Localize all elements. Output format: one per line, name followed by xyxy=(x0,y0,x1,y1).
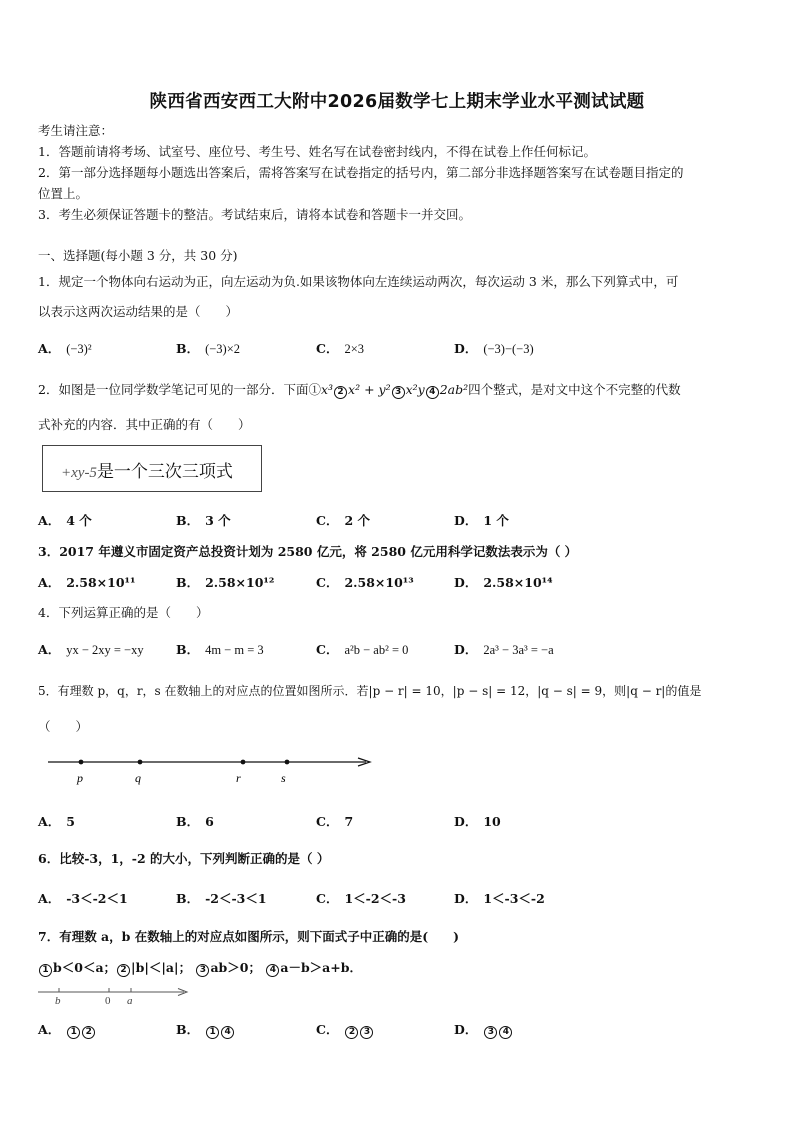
page-title: 陕西省西安西工大附中2026届数学七上期末学业水平测试试题 xyxy=(149,92,645,112)
section-heading: 一、选择题(每小题 3 分，共 30 分) xyxy=(38,248,238,263)
q1-option-a: A． (−3)² xyxy=(38,341,92,356)
q3-option-c: C． 2.58×10¹³ xyxy=(316,575,414,590)
q1-option-d: D． (−3)−(−3) xyxy=(454,341,534,356)
q7-option-a: A． 1 2 xyxy=(38,1020,96,1039)
q4-option-a: A． yx − 2xy = −xy xyxy=(38,642,144,657)
q2-note-text: 是一个三次三项式 xyxy=(96,462,233,482)
q4-option-b: B． 4m − m = 3 xyxy=(176,642,264,657)
q5-label-r: r xyxy=(236,771,241,785)
q3-option-b: B． 2.58×10¹² xyxy=(176,575,275,590)
q7-statements: 1 b＜0＜a； 2 |b|＜|a|； 3 ab＞0； 4 a－b＞a+b． xyxy=(38,958,362,977)
q2-option-b: B． 3 个 xyxy=(176,513,231,528)
q7-option-b: B． 1 4 xyxy=(176,1020,235,1039)
q5-option-b: B． 6 xyxy=(176,814,214,829)
q2-option-a: A． 4 个 xyxy=(38,513,92,528)
q2-expr-4: 2ab² xyxy=(439,382,469,397)
q2-expr-3: x²y xyxy=(405,382,425,397)
q1-option-c: C． 2×3 xyxy=(316,341,365,356)
q3-stem: 3．2017 年遵义市固定资产总投资计划为 2580 亿元，将 2580 亿元用科学记数法表示为（ ） xyxy=(38,544,578,559)
q7-option-c: C． 2 3 xyxy=(316,1020,374,1039)
q2-option-d: D． 1 个 xyxy=(454,513,509,528)
circled-4: 4 xyxy=(426,386,439,399)
q2-option-c: C． 2 个 xyxy=(316,513,371,528)
q4-option-d: D． 2a³ − 3a³ = −a xyxy=(454,642,554,657)
q2-stem-line1: 2．如图是一位同学数学笔记可见的一部分．下面①x³ 2 x² + y² 3 x²y 4 2ab²四个整式，是对文中这个不完整的代数 xyxy=(38,382,681,397)
q7-option-d: D． 3 4 xyxy=(454,1020,513,1039)
q5-option-a: A． 5 xyxy=(38,814,75,829)
q7-label-b: b xyxy=(55,995,61,1007)
q5-label-q: q xyxy=(135,771,141,785)
q2-note-expression: +xy-5 xyxy=(61,465,97,481)
notice-item-3: 3．考生必须保证答题卡的整洁。考试结束后，请将本试卷和答题卡一并交回。 xyxy=(38,207,471,222)
q6-option-a: A． -3＜-2＜1 xyxy=(38,891,128,906)
q5-label-s: s xyxy=(281,771,286,785)
q6-option-d: D． 1＜-3＜-2 xyxy=(454,891,545,906)
q2-expr-2: x² + y² xyxy=(348,382,391,397)
q1-stem-line2: 以表示这两次运动结果的是（ ） xyxy=(38,304,239,319)
q6-stem: 6．比较-3，1，-2 的大小，下列判断正确的是（ ） xyxy=(38,851,330,866)
q5-option-c: C． 7 xyxy=(316,814,354,829)
circled-3: 3 xyxy=(392,386,405,399)
q1-option-b: B． (−3)×2 xyxy=(176,341,241,356)
q7-stem: 7．有理数 a，b 在数轴上的对应点如图所示，则下面式子中正确的是( ) xyxy=(38,929,460,944)
q5-stem-line2: （ ） xyxy=(38,719,89,734)
notice-item-1: 1．答题前请将考场、试室号、座位号、考生号、姓名写在试卷密封线内，不得在试卷上作任何标记。 xyxy=(38,144,596,159)
notice-item-2-cont: 位置上。 xyxy=(38,186,89,201)
notice-item-2: 2．第一部分选择题每小题选出答案后，需将答案写在试卷指定的括号内，第二部分非选择题答案写在试卷题目指定的 xyxy=(38,165,684,180)
q2-stem-line2: 式补充的内容．其中正确的有（ ） xyxy=(38,417,251,432)
q5-label-p: p xyxy=(77,771,83,785)
q6-option-c: C． 1＜-2＜-3 xyxy=(316,891,406,906)
notice-heading: 考生请注意： xyxy=(38,123,114,138)
q1-stem-line1: 1．规定一个物体向右运动为正，向左运动为负.如果该物体向左连续运动两次，每次运动 3 米，那么下列算式中，可 xyxy=(38,274,679,289)
q5-option-d: D． 10 xyxy=(454,814,501,829)
q3-option-d: D． 2.58×10¹⁴ xyxy=(454,575,553,590)
q7-label-a: a xyxy=(127,995,133,1007)
q6-option-b: B． -2＜-3＜1 xyxy=(176,891,267,906)
q2-expr-1: x³ xyxy=(320,382,334,397)
q4-option-c: C． a²b − ab² = 0 xyxy=(316,642,409,657)
q3-option-a: A． 2.58×10¹¹ xyxy=(38,575,136,590)
circled-2: 2 xyxy=(334,386,347,399)
q4-stem: 4．下列运算正确的是（ ） xyxy=(38,605,209,620)
q5-stem-line1: 5．有理数 p，q，r，s 在数轴上的对应点的位置如图所示．若|p − r| = 10，|p − s| = 12，|q − s| = 9，则|q − r|的值是 xyxy=(38,684,702,698)
q7-label-0: 0 xyxy=(105,995,111,1007)
